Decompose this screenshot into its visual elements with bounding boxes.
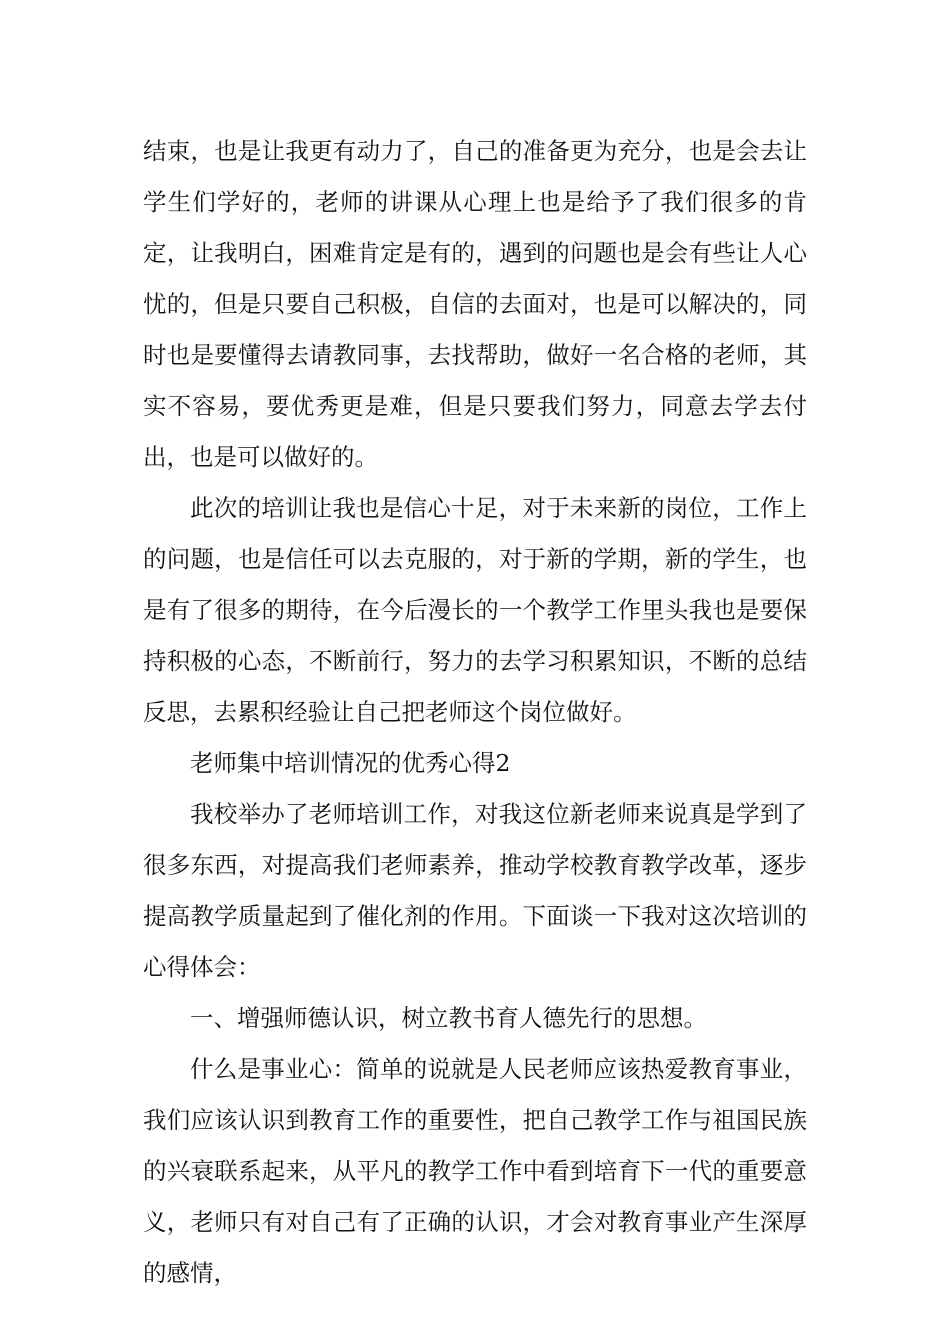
paragraph-3: 我校举办了老师培训工作，对我这位新老师来说真是学到了很多东西，对提高我们老师素养，推动学校教育教学改革，逐步提高教学质量起到了催化剂的作用。下面谈一下我对这次培训的心得体会： (143, 800, 807, 981)
paragraph-2: 此次的培训让我也是信心十足，对于未来新的岗位，工作上的问题，也是信任可以去克服的，对于新的学期，新的学生，也是有了很多的期待，在今后漫长的一个教学工作里头我也是要保持积极的心态，不断前行，努力的去学习积累知识，不断的总结反思，去累积经验让自己把老师这个岗位做好。 (143, 494, 807, 726)
paragraph-4: 一、增强师德认识，树立教书育人德先行的思想。 (190, 1004, 707, 1032)
paragraph-5: 什么是事业心：简单的说就是人民老师应该热爱教育事业，我们应该认识到教育工作的重要性，把自己教学工作与祖国民族的兴衰联系起来，从平凡的教学工作中看到培育下一代的重要意义，老师只有对自己有了正确的认识，才会对教育事业产生深厚的感情， (143, 1055, 807, 1287)
document-body (143, 126, 807, 1299)
section-heading: 老师集中培训情况的优秀心得2 (190, 749, 511, 777)
paragraph-1: 结束，也是让我更有动力了，自己的准备更为充分，也是会去让学生们学好的，老师的讲课从心理上也是给予了我们很多的肯定，让我明白，困难肯定是有的，遇到的问题也是会有些让人心忧的，但是只要自己积极，自信的去面对，也是可以解决的，同时也是要懂得去请教同事，去找帮助，做好一名合格的老师，其实不容易，要优秀更是难，但是只要我们努力，同意去学去付出，也是可以做好的。 (143, 137, 807, 471)
